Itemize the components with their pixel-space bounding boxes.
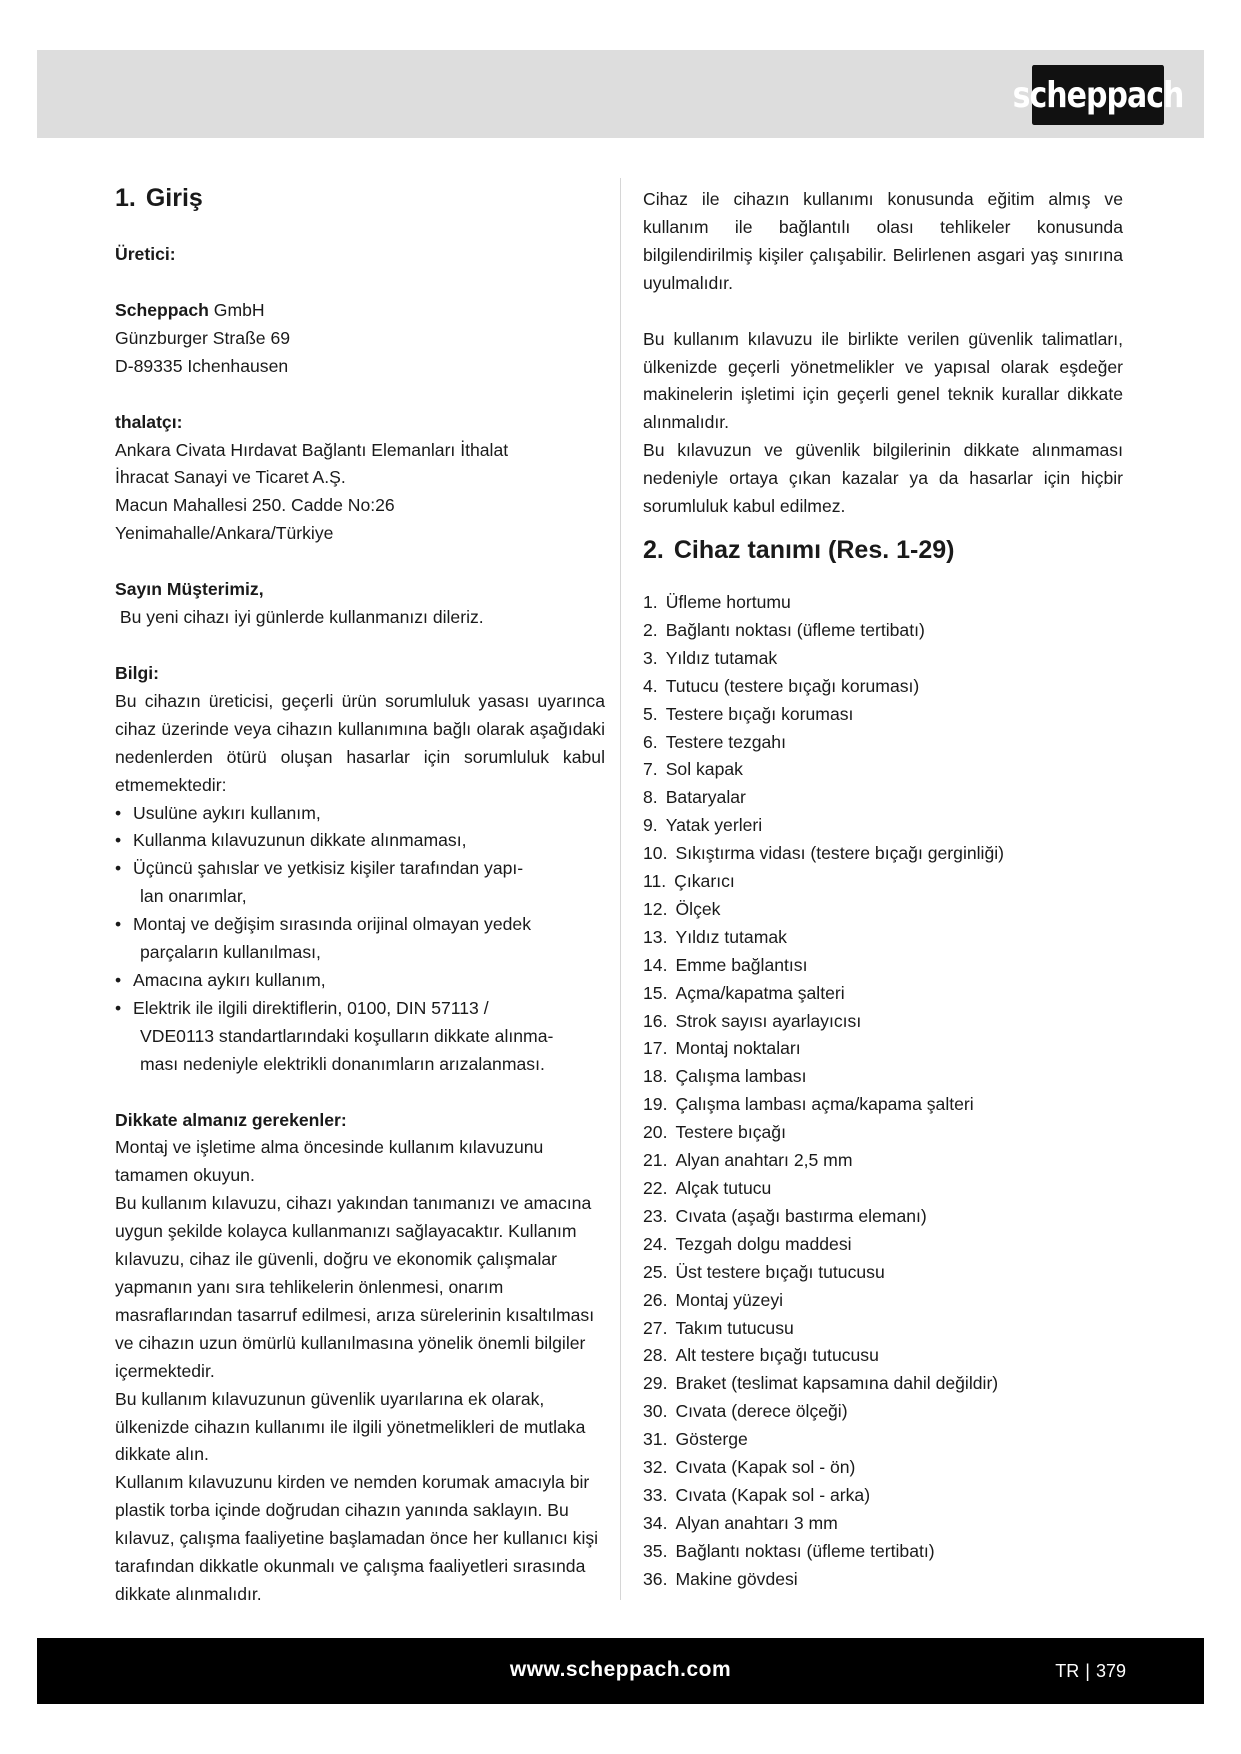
importer-line: İhracat Sanayi ve Ticaret A.Ş. <box>115 467 346 488</box>
list-item: 10. Sıkıştırma vidası (testere bıçağı gerginliği) <box>643 843 1005 864</box>
manufacturer-street: Günzburger Straße 69 <box>115 327 291 348</box>
page-header <box>37 50 1204 138</box>
list-item: 19. Çalışma lambası açma/kapama şalteri <box>643 1094 974 1115</box>
importer-line: Yenimahalle/Ankara/Türkiye <box>115 523 334 544</box>
list-item: 22. Alçak tutucu <box>643 1178 772 1198</box>
list-item: • Usulüne aykırı kullanım, <box>115 800 605 828</box>
greeting-text: Bu yeni cihazı iyi günlerde kullanmanızı dileriz. <box>115 607 484 628</box>
liability-paragraph: Bu kılavuzun ve güvenlik bilgilerinin dikkate alınmaması nedeniyle ortaya çıkan kazalar ya da hasarlar için hiçbir sorumluluk kabul edilmez. <box>643 440 1123 517</box>
list-item: 17. Montaj noktaları <box>643 1038 801 1059</box>
notes-paragraph: Bu kullanım kılavuzunun güvenlik uyarılarına ek olarak, ülkenizde cihazın kullanımı ile ilgili yönetmelikleri de mutlaka dikkate alın. <box>115 1388 586 1465</box>
list-item: 6. Testere tezgahı <box>643 731 786 752</box>
left-column <box>115 183 605 1609</box>
safety-paragraph: Bu kullanım kılavuzu ile birlikte verilen güvenlik talimatları, ülkenizde geçerli yönetmelikler ve yapısal olarak eşdeğer makinelerin işletimi için geçerli genel teknik kurallar dikkate alınmalıdır. <box>643 328 1123 433</box>
section-heading-intro: 1. Giriş <box>115 184 203 212</box>
list-item: 28. Alt testere bıçağı tutucusu <box>643 1345 879 1366</box>
list-item: • Üçüncü şahıslar ve yetkisiz kişiler tarafından yapı- lan onarımlar, <box>115 855 605 911</box>
list-item: • Montaj ve değişim sırasında orijinal olmayan yedek parçaların kullanılması, <box>115 911 605 967</box>
list-item: 8. Bataryalar <box>643 787 746 808</box>
info-text: Bu cihazın üreticisi, geçerli ürün sorumluluk yasası uyarınca cihaz üzerinde veya cihazın kullanımına bağlı olarak aşağıdaki nedenlerden ötürü oluşan hasarlar için sorumluluk kabul etmemektedir: <box>115 690 605 795</box>
list-item: 12. Ölçek <box>643 898 721 919</box>
list-item: 27. Takım tutucusu <box>643 1317 794 1338</box>
list-item: 13. Yıldız tutamak <box>643 926 787 947</box>
info-label: Bilgi: <box>115 662 159 683</box>
list-item: • Elektrik ile ilgili direktiflerin, 0100, DIN 57113 / VDE0113 standartlarındaki koşulların dikkate alınma- ması nedeniyle elektrikli donanımların arızalanması. <box>115 995 605 1079</box>
list-item: 29. Braket (teslimat kapsamına dahil değildir) <box>643 1373 999 1394</box>
list-item: 3. Yıldız tutamak <box>643 647 778 668</box>
list-item: 15. Açma/kapatma şalteri <box>643 982 845 1003</box>
website-link[interactable]: www.scheppach.com <box>509 1658 732 1681</box>
list-item: • Amacına aykırı kullanım, <box>115 967 605 995</box>
list-item: 9. Yatak yerleri <box>643 815 763 836</box>
list-item: 31. Gösterge <box>643 1429 748 1450</box>
importer-line: Macun Mahallesi 250. Cadde No:26 <box>115 495 395 516</box>
list-item: 4. Tutucu (testere bıçağı koruması) <box>643 675 920 696</box>
list-item: 20. Testere bıçağı <box>643 1122 786 1143</box>
right-column <box>643 186 1123 1594</box>
list-item: 34. Alyan anahtarı 3 mm <box>643 1512 838 1533</box>
list-item: 5. Testere bıçağı koruması <box>643 703 854 724</box>
list-item: 35. Bağlantı noktası (üfleme tertibatı) <box>643 1540 935 1561</box>
list-item: 11. Çıkarıcı <box>643 871 735 892</box>
list-item: 14. Emme bağlantısı <box>643 954 808 975</box>
notes-paragraph: Kullanım kılavuzunu kirden ve nemden korumak amacıyla bir plastik torba içinde doğrudan cihazın yanında saklayın. Bu kılavuz, çalışma faaliyetine başlamadan önce her kullanıcı kişi tarafından dikkatle okunmalı ve çalışma faaliyetleri sırasında dikkate alınmalıdır. <box>115 1472 599 1604</box>
list-item: 23. Cıvata (aşağı bastırma elemanı) <box>643 1205 927 1226</box>
section-heading-description: 2. Cihaz tanımı (Res. 1-29) <box>643 535 955 564</box>
list-item: 1. Üfleme hortumu <box>643 591 791 612</box>
list-item: 16. Strok sayısı ayarlayıcısı <box>643 1010 862 1031</box>
list-item: 32. Cıvata (Kapak sol - ön) <box>643 1457 856 1478</box>
importer-label: thalatçı: <box>115 411 183 432</box>
list-item: 26. Montaj yüzeyi <box>643 1289 784 1310</box>
list-item: 7. Sol kapak <box>643 759 743 780</box>
manufacturer-city: D-89335 Ichenhausen <box>115 355 289 376</box>
notes-paragraph: Bu kullanım kılavuzu, cihazı yakından tanımanızı ve amacına uygun şekilde kolayca kullanmanızı sağlayacaktır. Kullanım kılavuzu, cihaz ile güvenli, doğru ve ekonomik çalışmalar yapmanın yanı sıra tehlikelerin önlenmesi, onarım masraflarından tasarruf edilmesi, arıza sürelerinin kısaltılması ve cihazın uzun ömürlü kullanılmasına yönelik önemli bilgiler içermektedir. <box>115 1193 595 1381</box>
list-item: 25. Üst testere bıçağı tutucusu <box>643 1261 885 1282</box>
intro-paragraph: Cihaz ile cihazın kullanımı konusunda eğitim almış ve kullanım ile bağlantılı olası tehlikeler konusunda bilgilendirilmiş kişiler çalışabilir. Belirlenen asgari yaş sınırına uyulmalıdır. <box>643 189 1123 293</box>
parts-list <box>643 589 1123 1594</box>
column-divider <box>620 178 621 1600</box>
list-item: 36. Makine gövdesi <box>643 1568 798 1589</box>
list-item: 30. Cıvata (derece ölçeği) <box>643 1401 848 1422</box>
list-item: 24. Tezgah dolgu maddesi <box>643 1233 852 1254</box>
manufacturer-name: Scheppach GmbH <box>115 299 265 320</box>
page-footer <box>37 1638 1204 1704</box>
liability-list <box>115 800 605 1079</box>
scheppach-logo: scheppach <box>1032 65 1164 125</box>
notes-paragraph: Montaj ve işletime alma öncesinde kullanım kılavuzunu tamamen okuyun. <box>115 1137 544 1186</box>
list-item: 21. Alyan anahtarı 2,5 mm <box>643 1150 853 1171</box>
importer-line: Ankara Civata Hırdavat Bağlantı Elemanları İthalat <box>115 439 509 460</box>
page-indicator: TR | 379 <box>1055 1661 1126 1681</box>
notes-label: Dikkate almanız gerekenler: <box>115 1109 347 1130</box>
greeting: Sayın Müşterimiz, <box>115 579 264 600</box>
manufacturer-label: Üretici: <box>115 244 176 264</box>
list-item: 2. Bağlantı noktası (üfleme tertibatı) <box>643 619 925 640</box>
list-item: • Kullanma kılavuzunun dikkate alınmaması, <box>115 827 605 855</box>
list-item: 18. Çalışma lambası <box>643 1066 807 1087</box>
list-item: 33. Cıvata (Kapak sol - arka) <box>643 1484 871 1505</box>
